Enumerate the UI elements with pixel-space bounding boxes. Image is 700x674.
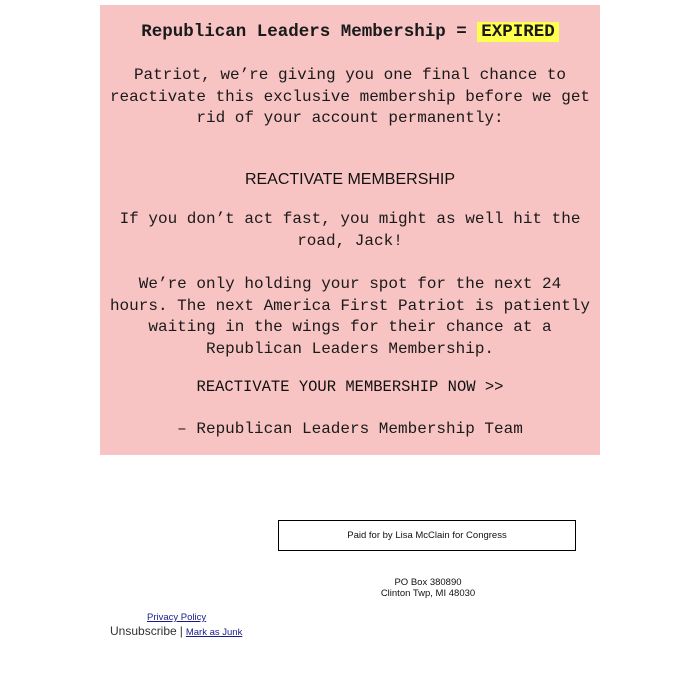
urgency-paragraph: We’re only holding your spot for the next 24 hours. The next America First Patriot is patiently waiting in the wings for their chance at a Republican Leaders Membership. [109,275,591,358]
privacy-policy-link[interactable]: Privacy Policy [147,612,207,623]
headline-prefix: Republican Leaders Membership = [141,22,467,42]
mailing-address [328,577,528,599]
expired-badge: EXPIRED [477,22,559,42]
address-line-1: PO Box 380890 [394,577,462,588]
footer-separator: | [179,624,183,638]
paid-for-disclaimer [278,520,576,551]
reactivate-membership-link[interactable]: REACTIVATE MEMBERSHIP [244,171,456,188]
paid-for-text: Paid for by Lisa McClain for Congress [347,530,507,541]
intro-paragraph: Patriot, we’re giving you one final chance to reactivate this exclusive membership before we get rid of your account permanently: [109,66,591,127]
reactivate-now-link[interactable]: REACTIVATE YOUR MEMBERSHIP NOW >> [196,378,504,396]
address-line-2: Clinton Twp, MI 48030 [380,588,476,599]
headline [100,21,600,43]
signature: – Republican Leaders Membership Team [177,420,523,438]
mark-as-junk-link[interactable]: Mark as Junk [185,627,243,638]
warning-paragraph: If you don’t act fast, you might as well hit the road, Jack! [119,210,581,250]
footer-links [110,624,242,638]
unsubscribe-link[interactable]: Unsubscribe [110,624,177,638]
email-card [100,5,600,455]
